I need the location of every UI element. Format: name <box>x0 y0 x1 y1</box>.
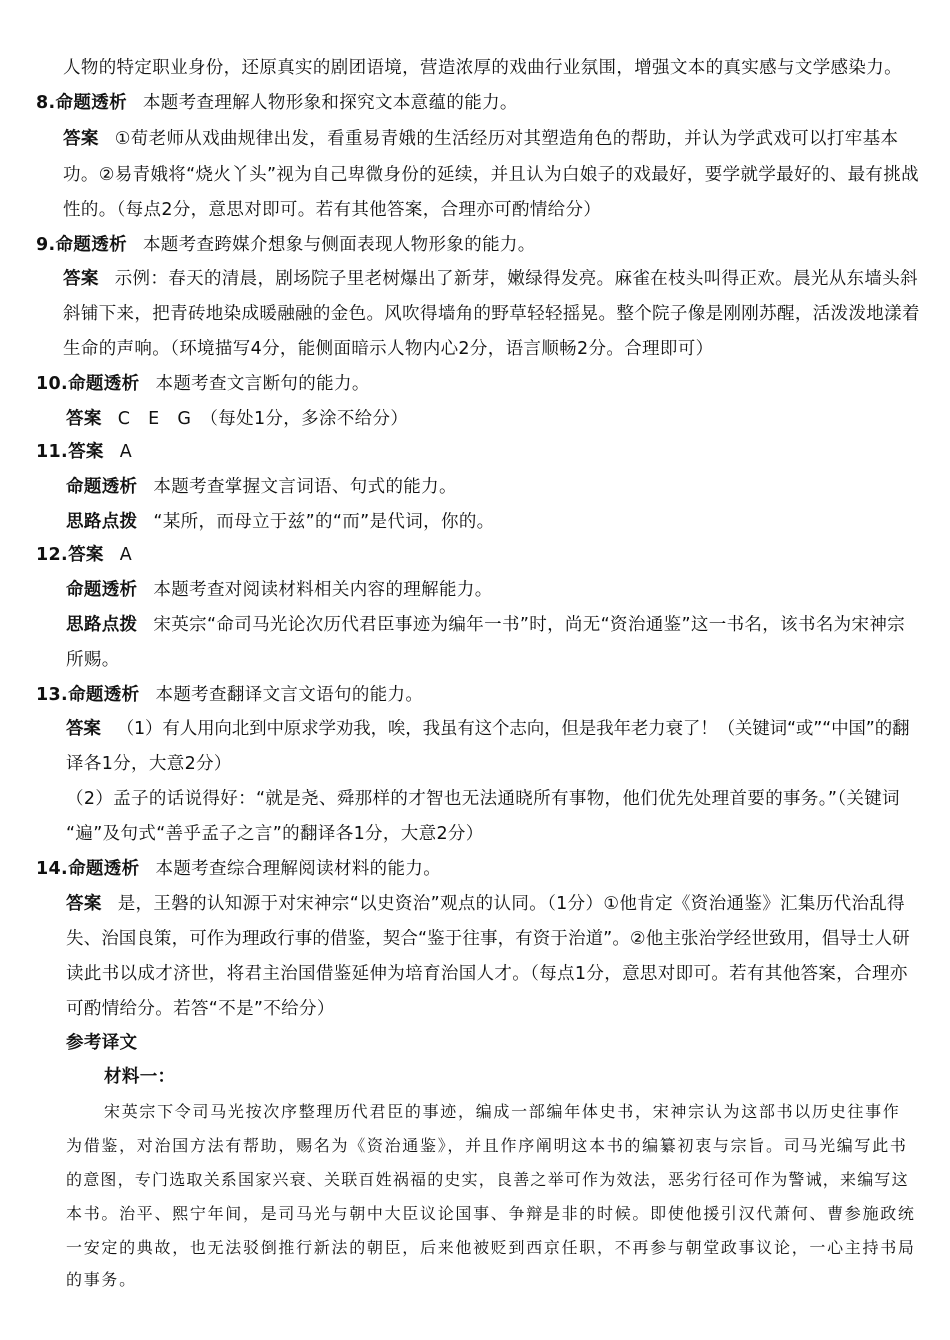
answer-label: 答案 <box>66 894 102 914</box>
analysis-text: 本题考查掌握文言词语、句式的能力。 <box>153 477 457 497</box>
q12-hint-line-2: 所赐。 <box>66 650 120 670</box>
analysis-text: 本题考查翻译文言文语句的能力。 <box>155 685 424 705</box>
q10-analysis <box>36 372 370 396</box>
q9-answer-line-2: 斜铺下来，把青砖地染成暖融融的金色。风吹得墙角的野草轻轻摇晃。整个院子像是刚刚苏醒，活泼泼地漾着 <box>63 304 920 324</box>
q13-answer-line-3: （2）孟子的话说得好：“就是尧、舜那样的才智也无法通晓所有事物，他们优先处理首要的事务。”（关键词 <box>66 789 900 809</box>
question-number: 11. <box>36 442 69 462</box>
q9-answer-line-3: 生命的声响。（环境描写4分，能侧面暗示人物内心2分，语言顺畅2分。合理即可） <box>63 339 714 359</box>
q13-answer-line-4: “遍”及句式“善乎孟子之言”的翻译各1分，大意2分） <box>66 824 484 844</box>
q13-analysis <box>36 683 423 707</box>
q12-answer: 12.答案 A <box>36 545 133 565</box>
q14-answer-line-3: 读此书以成才济世，将君主治国借鉴延伸为培育治国人才。（每点1分，意思对即可。若有其他答案，合理亦 <box>66 964 908 984</box>
q8-answer-line-1: 答案 ①荀老师从戏曲规律出发，看重易青娥的生活经历对其塑造角色的帮助，并认为学武戏可以打牢基本 <box>63 129 899 149</box>
translation-line-3: 的意图，专门选取关系国家兴衰、关联百姓祸福的史实，良善之举可作为效法，恶劣行径可作为警诫，来编写这 <box>66 1170 909 1189</box>
answer-label: 答案 <box>68 442 104 462</box>
q10-answer: 答案 C E G （每处1分，多涂不给分） <box>66 409 409 429</box>
answer-label: 答案 <box>68 545 104 565</box>
q12-hint-line-1: 思路点拨 宋英宗“命司马光论次历代君臣事迹为编年一书”时，尚无“资治通鉴”这一书名，该书名为宋神宗 <box>66 615 906 635</box>
analysis-label: 命题透析 <box>68 685 140 705</box>
q13-answer-line-1: 答案 （1）有人用向北到中原求学劝我，唉，我虽有这个志向，但是我年老力衰了！（关键词“或”“中国”的翻 <box>66 719 910 739</box>
hint-label: 思路点拨 <box>66 615 138 635</box>
q11-analysis <box>66 475 457 499</box>
analysis-label: 命题透析 <box>55 235 127 255</box>
translation-line-1: 宋英宗下令司马光按次序整理历代君臣的事迹，编成一部编年体史书，宋神宗认为这部书以历史往事作 <box>104 1102 901 1121</box>
answer-label: 答案 <box>63 269 99 289</box>
translation-line-6: 的事务。 <box>66 1270 137 1289</box>
q14-answer-line-1: 答案 是，王磐的认知源于对宋神宗“以史资治”观点的认同。（1分）①他肯定《资治通鉴》汇集历代治乱得 <box>66 894 906 914</box>
question-number: 9. <box>36 235 56 255</box>
q13-answer-line-2: 译各1分，大意2分） <box>66 754 232 774</box>
q11-answer: 11.答案 A <box>36 442 133 462</box>
q14-analysis <box>36 857 441 881</box>
translation-line-2: 为借鉴，对治国方法有帮助，赐名为《资治通鉴》，并且作序阐明这本书的编纂初衷与宗旨。司马光编写此书 <box>66 1136 908 1155</box>
translation-line-5: 一安定的典故，也无法驳倒推行新法的朝臣，后来他被贬到西京任职，不再参与朝堂政事议论，一心主持书局 <box>66 1238 916 1257</box>
question-number: 8. <box>36 93 56 113</box>
q9-answer-line-1: 答案 示例：春天的清晨，剧场院子里老树爆出了新芽，嫩绿得发亮。麻雀在枝头叫得正欢。晨光从东墙头斜 <box>63 269 918 289</box>
material-heading: 材料一： <box>104 1067 176 1087</box>
question-number: 12. <box>36 545 69 565</box>
answer-label: 答案 <box>63 129 99 149</box>
q12-analysis <box>66 578 493 602</box>
q14-answer-line-4: 可酌情给分。若答“不是”不给分） <box>66 999 335 1019</box>
translation-line-4: 本书。治平、熙宁年间，是司马光与朝中大臣议论国事、争辩是非的时候。即使他援引汉代萧何、曹参施政统 <box>66 1204 916 1223</box>
analysis-text: 本题考查综合理解阅读材料的能力。 <box>155 859 442 879</box>
analysis-label: 命题透析 <box>66 477 138 497</box>
analysis-text: 本题考查对阅读材料相关内容的理解能力。 <box>153 580 493 600</box>
analysis-text: 本题考查理解人物形象和探究文本意蕴的能力。 <box>142 93 518 113</box>
q7-answer-tail: 人物的特定职业身份，还原真实的剧团语境，营造浓厚的戏曲行业氛围，增强文本的真实感与文学感染力。 <box>63 58 902 78</box>
analysis-label: 命题透析 <box>68 859 140 879</box>
hint-label: 思路点拨 <box>66 512 138 532</box>
analysis-text: 本题考查文言断句的能力。 <box>155 374 370 394</box>
q9-analysis <box>36 233 536 257</box>
question-number: 14. <box>36 859 69 879</box>
q14-answer-line-2: 失、治国良策，可作为理政行事的借鉴，契合“鉴于往事，有资于治道”。②他主张治学经世致用，倡导士人研 <box>66 929 910 949</box>
q8-answer-line-2: 功。②易青娥将“烧火丫头”视为自己卑微身份的延续，并且认为白娘子的戏最好，要学就学最好的、最有挑战 <box>63 165 919 185</box>
analysis-label: 命题透析 <box>66 580 138 600</box>
q8-analysis <box>36 91 518 115</box>
question-number: 13. <box>36 685 69 705</box>
translation-title: 参考译文 <box>66 1033 138 1053</box>
q11-hint: 思路点拨 “某所，而母立于兹”的“而”是代词，你的。 <box>66 512 495 532</box>
q8-answer-line-3: 性的。（每点2分，意思对即可。若有其他答案，合理亦可酌情给分） <box>63 200 602 220</box>
answer-label: 答案 <box>66 409 102 429</box>
analysis-label: 命题透析 <box>68 374 140 394</box>
analysis-label: 命题透析 <box>55 93 127 113</box>
analysis-text: 本题考查跨媒介想象与侧面表现人物形象的能力。 <box>142 235 536 255</box>
question-number: 10. <box>36 374 69 394</box>
answer-label: 答案 <box>66 719 101 739</box>
